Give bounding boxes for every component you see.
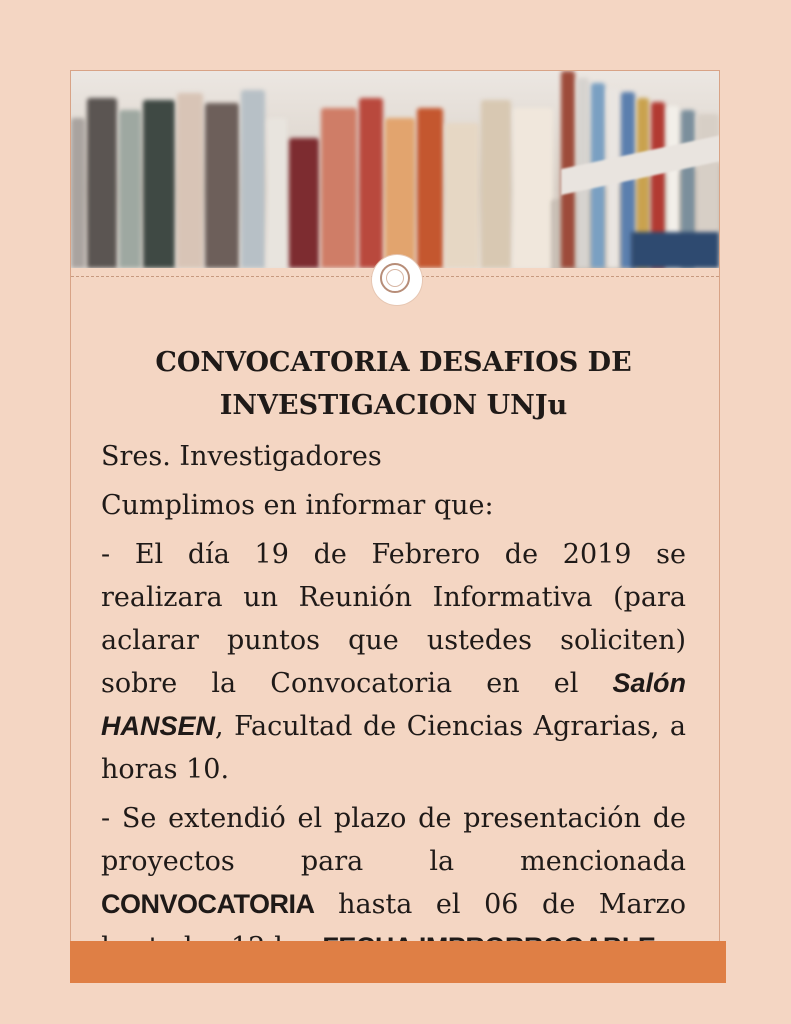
title-line-2: INVESTIGACION UNJu bbox=[219, 390, 568, 421]
notice-card bbox=[70, 70, 720, 950]
library-bookshelf-image bbox=[71, 71, 719, 268]
meeting-place: Salón HANSEN bbox=[101, 668, 686, 741]
deadline-text-start: - Se extendió el plazo de presentación de proyectos para la mencionada bbox=[101, 803, 686, 877]
announcement-meeting bbox=[101, 533, 686, 791]
circle-ornament-icon bbox=[372, 255, 422, 305]
greeting: Sres. Investigadores bbox=[101, 441, 382, 472]
deadline-text-middle: hasta el 06 de Marzo bbox=[338, 889, 686, 920]
convocatoria-highlight: CONVOCATORIA bbox=[101, 889, 315, 919]
title-line-1: CONVOCATORIA DESAFIOS DE bbox=[155, 347, 632, 378]
footer-accent-bar bbox=[70, 941, 726, 983]
intro-text: Cumplimos en informar que: bbox=[101, 490, 494, 521]
notice-body bbox=[101, 341, 686, 969]
meeting-text-start: - El día 19 de Febrero de 2019 se realizara un Reunión Informativa (para aclarar puntos que ustedes soliciten) sobre la Convocatoria en el bbox=[101, 539, 686, 699]
notice-title bbox=[101, 341, 686, 427]
meeting-text-end: , Facultad de Ciencias Agrarias, a horas 10. bbox=[101, 711, 686, 785]
